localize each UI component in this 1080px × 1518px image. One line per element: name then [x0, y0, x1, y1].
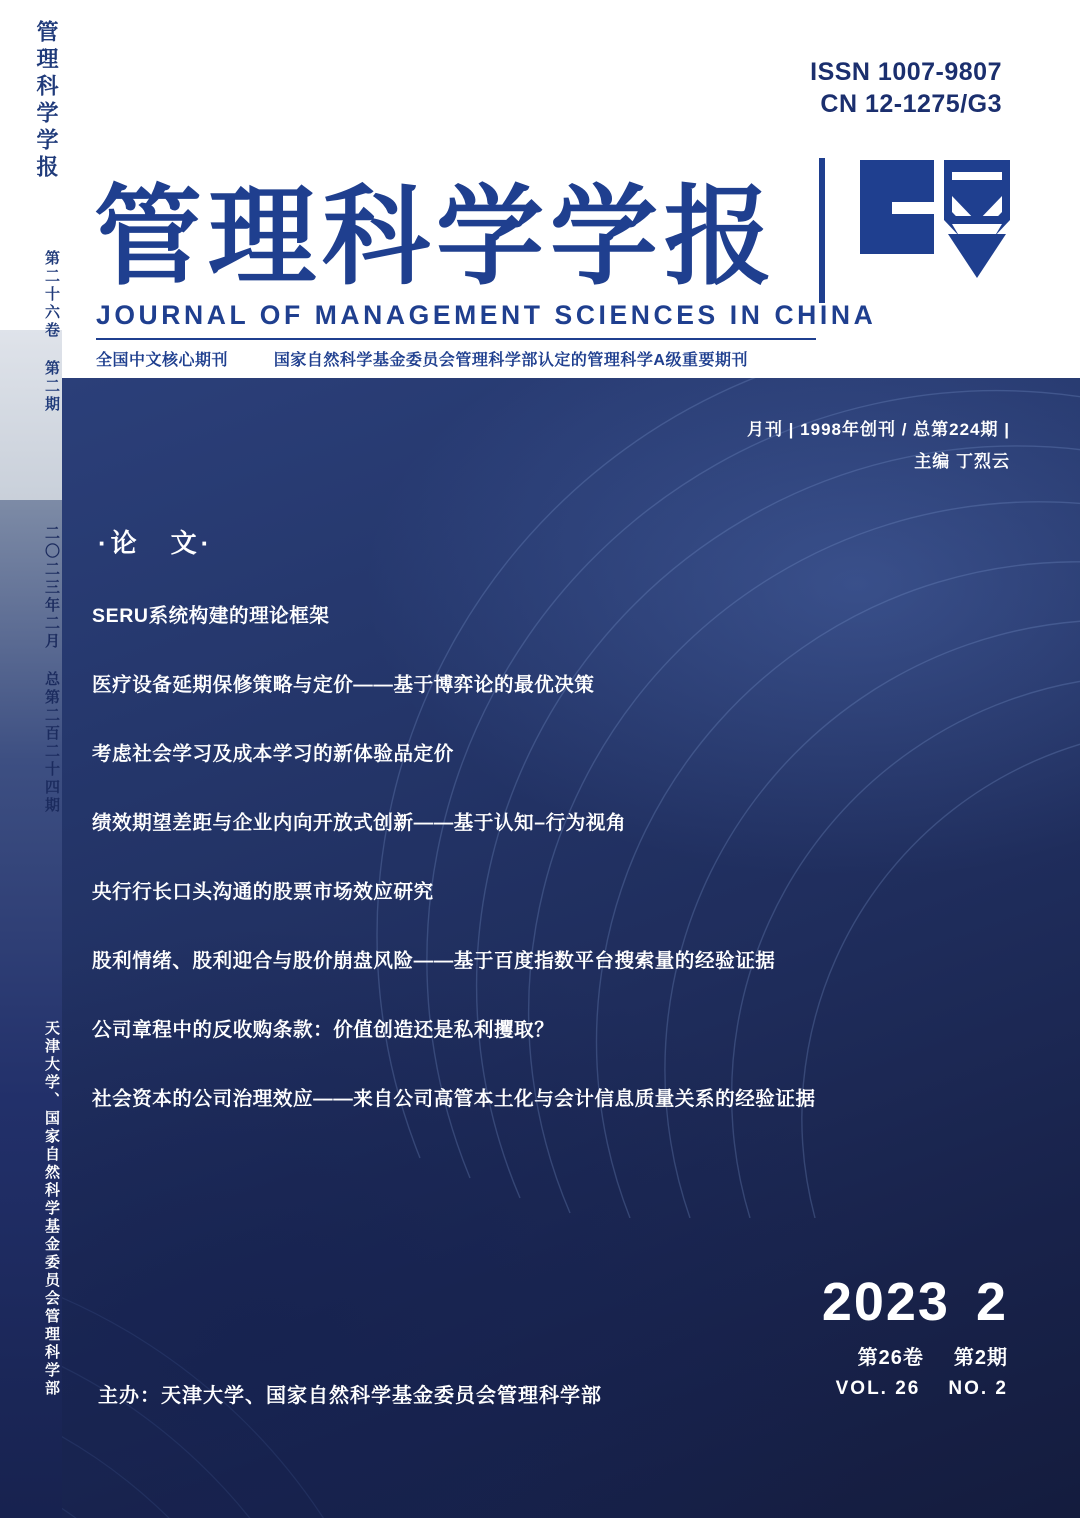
- volume-issue-cn: [822, 1341, 1008, 1370]
- spine-date-issue: 二〇二三年二月 总第二百二十四期: [43, 525, 60, 815]
- issue-cn: 第2期: [953, 1347, 1008, 1369]
- list-item[interactable]: 社会资本的公司治理效应——来自公司高管本土化与会计信息质量关系的经验证据: [92, 1088, 816, 1110]
- issue-en: NO. 2: [948, 1378, 1008, 1399]
- section-heading: ·论 文·: [98, 528, 214, 558]
- masthead-subline: [96, 347, 748, 370]
- list-item[interactable]: 绩效期望差距与企业内向开放式创新——基于认知–行为视角: [92, 812, 627, 834]
- masthead-rule: [96, 338, 816, 340]
- spine-publisher: 天津大学、国家自然科学基金委员会管理科学部: [43, 1020, 60, 1398]
- subline-right: 国家自然科学基金委员会管理科学部认定的管理科学A级重要期刊: [273, 352, 748, 369]
- table-of-contents: [92, 600, 992, 1152]
- issn-number: ISSN 1007-9807: [810, 58, 1002, 86]
- masthead: [62, 0, 1080, 378]
- list-item[interactable]: 公司章程中的反收购条款：价值创造还是私利攫取？: [92, 1019, 555, 1041]
- spine-title: 管理科学学报: [34, 20, 59, 182]
- issn-block: [810, 56, 1002, 120]
- volume-cn: 第26卷: [857, 1347, 924, 1369]
- cover-body: [62, 378, 1080, 1518]
- title-divider-bar: [819, 158, 825, 303]
- journal-title-cn: 管理科学学报: [94, 175, 779, 300]
- issue-number-big: 2: [975, 1272, 1008, 1333]
- year-value: 2023: [821, 1272, 950, 1333]
- list-item[interactable]: 央行行长口头沟通的股票市场效应研究: [92, 881, 434, 903]
- journal-emblem-icon: [852, 150, 1017, 310]
- year-line: [822, 1274, 1008, 1331]
- issue-frequency-line: 月刊 | 1998年创刊 / 总第224期 |: [746, 420, 1010, 439]
- journal-title-en: JOURNAL OF MANAGEMENT SCIENCES IN CHINA: [96, 300, 877, 330]
- issue-info: [747, 414, 1010, 479]
- volume-en: VOL. 26: [835, 1378, 921, 1399]
- editor-in-chief: 主编 丁烈云: [914, 452, 1010, 472]
- list-item[interactable]: 考虑社会学习及成本学习的新体验品定价: [92, 743, 454, 765]
- list-item[interactable]: SERU系统构建的理论框架: [92, 605, 330, 627]
- subline-left: 全国中文核心期刊: [96, 352, 229, 369]
- spine-strip: [0, 0, 62, 1518]
- publisher-line: 主办：天津大学、国家自然科学基金委员会管理科学部: [98, 1385, 602, 1407]
- cn-number: CN 12-1275/G3: [820, 90, 1002, 118]
- volume-issue-en: [822, 1378, 1008, 1400]
- list-item[interactable]: 医疗设备延期保修策略与定价——基于博弈论的最优决策: [92, 674, 595, 696]
- volume-issue-block: [822, 1274, 1008, 1400]
- list-item[interactable]: 股利情绪、股利迎合与股价崩盘风险——基于百度指数平台搜索量的经验证据: [92, 950, 776, 972]
- spine-volume-issue: 第二十六卷 第二期: [43, 250, 60, 414]
